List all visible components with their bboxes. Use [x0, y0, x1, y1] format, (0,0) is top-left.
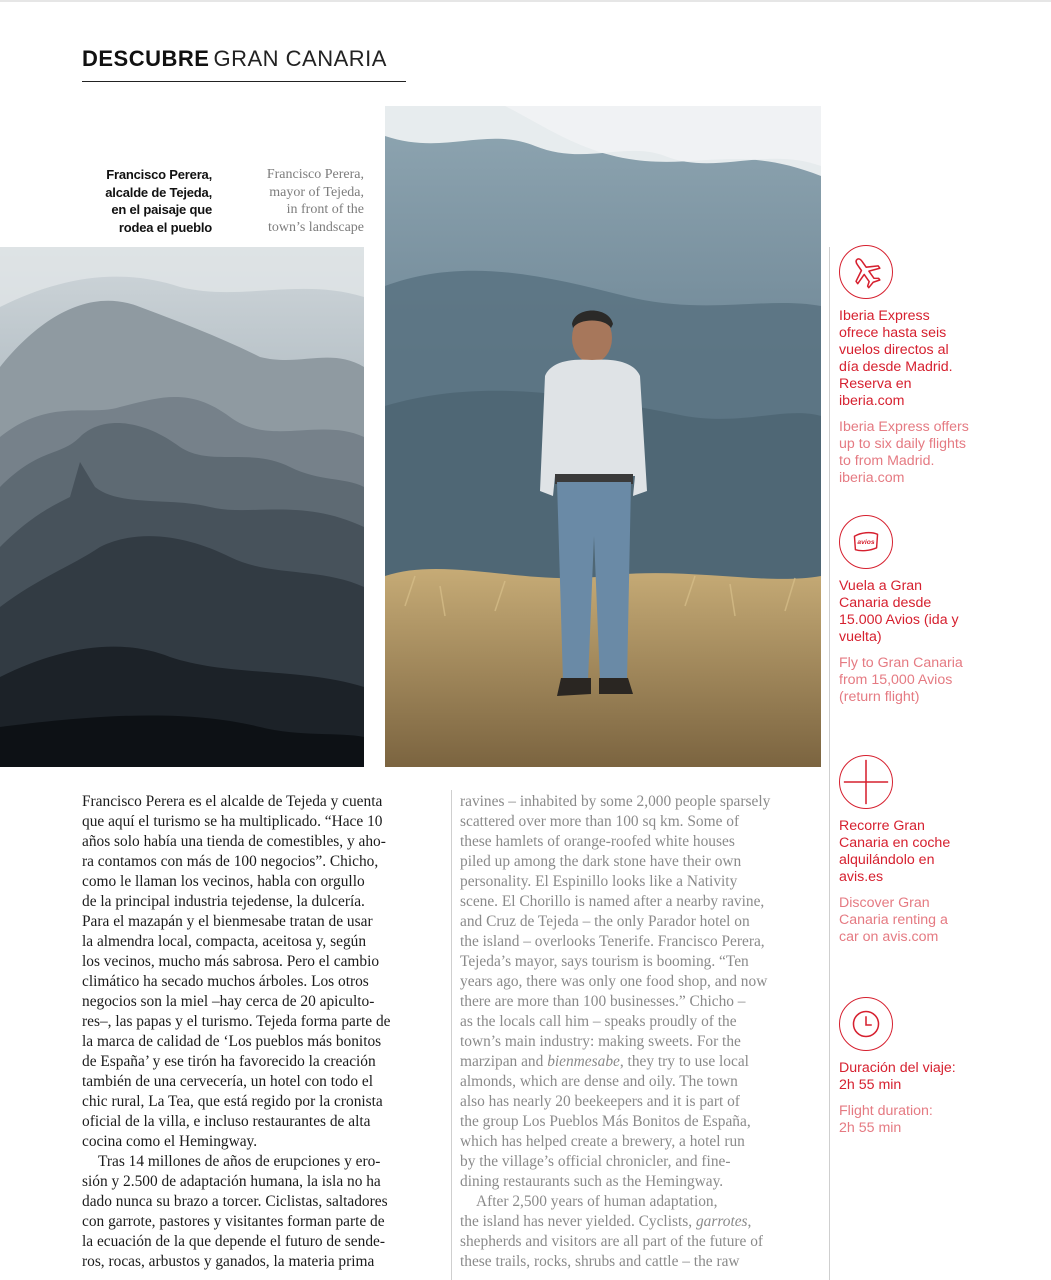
section-header	[82, 46, 406, 82]
crosshair-icon	[839, 755, 893, 809]
flights-text-en: Iberia Express offers up to six daily flights to from Madrid. iberia.com	[839, 419, 969, 486]
duration-text-en: Flight duration: 2h 55 min	[839, 1103, 933, 1136]
clock-icon	[839, 997, 893, 1051]
sidebar-divider	[829, 247, 830, 1280]
car-rental-text-es: Recorre Gran Canaria en coche alquilándolo en avis.es	[839, 818, 951, 885]
photo-caption-es: Francisco Perera, alcalde de Tejeda, en el paisaje que rodea el pueblo	[105, 167, 212, 235]
article-body-en: ravines – inhabited by some 2,000 people sparsely scattered over more than 100 sq km. Some of these hamlets of orange-roofed white houses piled up among the dark stone have their own personality. El Espinillo looks like a Nativity scene. El Chorillo is named after a nearby ravine, and Cruz de Tejeda – the only Parador hotel on the island – overlooks Tenerife. Francisco Perera, Tejeda’s mayor, says tourism is booming. “Ten years ago, there was only one food shop, and now there are more than 100 businesses.” Chicho – as the locals call him – speaks proudly of the town’s main industry: making sweets. For the marzipan and bienmesabe, they try to use local almonds, which are dense and oily. The town also has nearly 20 beekeepers and it is part of the group Los Pueblos Más Bonitos de España, which has helped create a brewery, a hotel run by the village’s official chronicler, and fine- dining restaurants such as the Hemingway. After 2,500 years of human adaptation, the island has never yielded. Cyclists, garrotes, shepherds and visitors are all part of the future of these trails, rocks, shrubs and cattle – the raw	[460, 793, 771, 1270]
duration-text-es: Duración del viaje: 2h 55 min	[839, 1060, 956, 1093]
info-car-rental	[839, 755, 989, 946]
avios-text-en: Fly to Gran Canaria from 15,000 Avios (return flight)	[839, 655, 963, 705]
mountain-landscape-photo	[0, 247, 364, 767]
photo-caption-en: Francisco Perera, mayor of Tejeda, in front of the town’s landscape	[266, 167, 364, 235]
section-title: GRAN CANARIA	[213, 46, 387, 71]
car-rental-text-en: Discover Gran Canaria renting a car on avis.com	[839, 895, 948, 945]
info-duration	[839, 997, 989, 1137]
avios-logo-icon	[839, 515, 893, 569]
mayor-portrait-photo	[385, 106, 821, 767]
article-body-es: Francisco Perera es el alcalde de Tejeda y cuenta que aquí el turismo se ha multiplicado. “Hace 10 años solo había una tienda de comestibles, y aho- ra contamos con más de 100 negocios”. Chicho, como le llaman los vecinos, habla con orgullo de la principal industria tejedense, la dulcería. Para el mazapán y el bienmesabe tratan de usar la almendra local, compacta, aceitosa y, según los vecinos, mucho más sabrosa. Pero el cambio climático ha secado muchos árboles. Los otros negocios son la miel –hay cerca de 20 apiculto- res–, las papas y el turismo. Tejeda forma parte de la marca de calidad de ‘Los pueblos más bonitos de España’ y ese tirón ha favorecido la creación también de una cervecería, un hotel con todo el chic rural, La Tea, que está regido por la cronista oficial de la villa, e incluso restaurantes de alta cocina como el Hemingway. Tras 14 millones de años de erupciones y ero- sión y 2.500 de adaptación humana, la isla no ha dado nunca su brazo a torcer. Ciclistas, saltadores con garrote, pastores y visitantes forman parte de la ecuación de la que depende el futuro de sende- ros, rocas, arbustos y ganados, la materia prima	[82, 793, 391, 1270]
flights-text-es: Iberia Express ofrece hasta seis vuelos directos al día desde Madrid. Reserva en iberia.com	[839, 308, 953, 409]
info-avios	[839, 515, 989, 706]
airplane-icon	[839, 245, 893, 299]
top-border	[0, 0, 1051, 2]
avios-text-es: Vuela a Gran Canaria desde 15.000 Avios (ida y vuelta)	[839, 578, 959, 645]
column-divider	[451, 790, 452, 1280]
info-flights	[839, 245, 989, 487]
section-label: DESCUBRE	[82, 46, 210, 71]
svg-text:avios: avios	[857, 538, 875, 546]
